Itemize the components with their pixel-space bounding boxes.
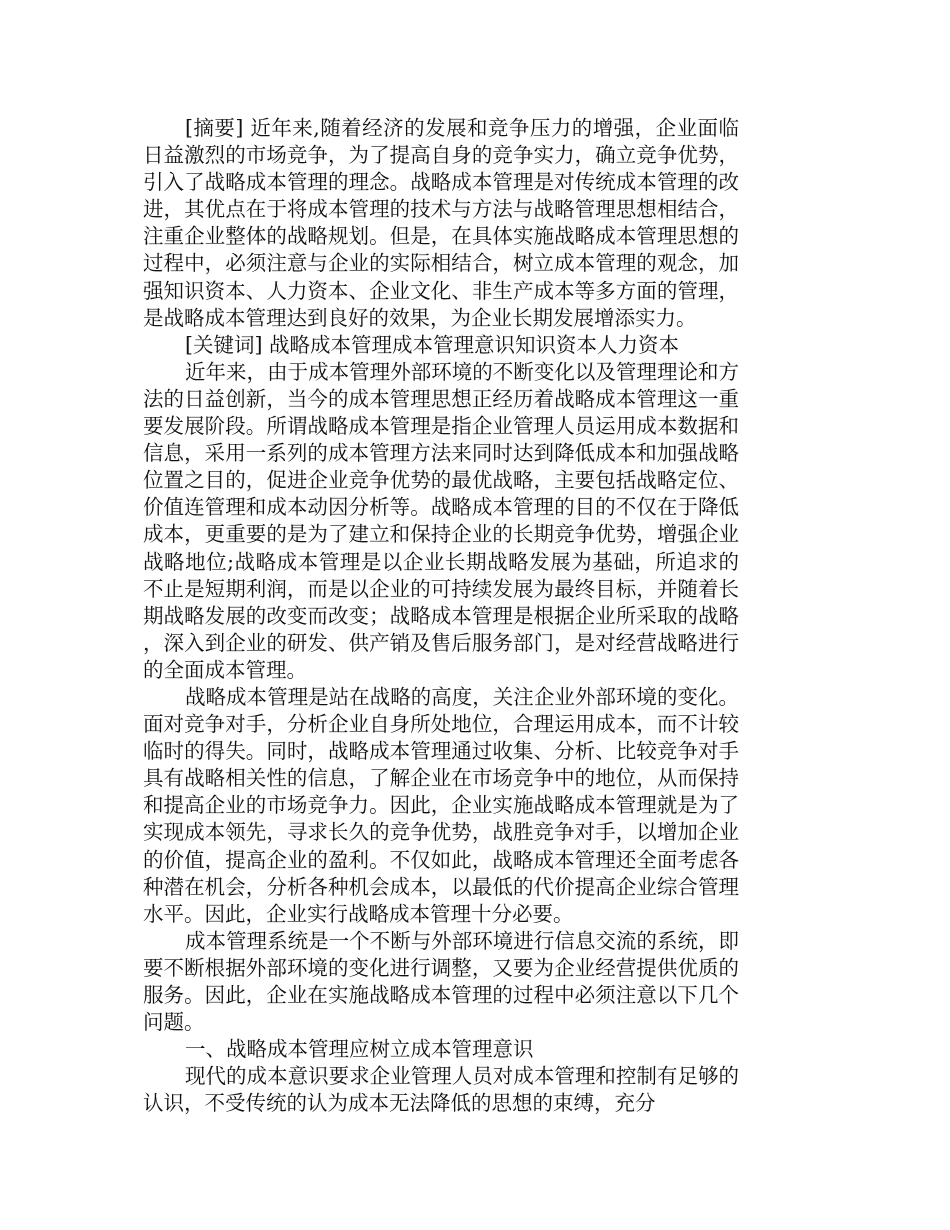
body-paragraph: 成本管理系统是一个不断与外部环境进行信息交流的系统，即要不断根据外部环境的变化进行调整，又要为企业经营提供优质的服务。因此，企业在实施战略成本管理的过程中必须注意以下几个问题。: [143, 928, 739, 1035]
body-paragraph: 战略成本管理是站在战略的高度，关注企业外部环境的变化。面对竞争对手，分析企业自身所处地位，合理运用成本，而不计较临时的得失。同时，战略成本管理通过收集、分析、比较竞争对手具有战略相关性的信息，了解企业在市场竞争中的地位，从而保持和提高企业的市场竞争力。因此，企业实施战略成本管理就是为了实现成本领先，寻求长久的竞争优势，战胜竞争对手，以增加企业的价值，提高企业的盈利。不仅如此，战略成本管理还全面考虑各种潜在机会，分析各种机会成本，以最低的代价提高企业综合管理水平。因此，企业实行战略成本管理十分必要。: [143, 684, 739, 926]
body-paragraph: 近年来，由于成本管理外部环境的不断变化以及管理理论和方法的日益创新，当今的成本管理思想正经历着战略成本管理这一重要发展阶段。所谓战略成本管理是指企业管理人员运用成本数据和信息，采用一系列的成本管理方法来同时达到降低成本和加强战略位置之目的，促进企业竞争优势的最优战略，主要包括战略定位、价值连管理和成本动因分析等。战略成本管理的目的不仅在于降低成本，更重要的是为了建立和保持企业的长期竞争优势，增强企业战略地位;战略成本管理是以企业长期战略发展为基础，所追求的不止是短期利润，而是以企业的可持续发展为最终目标，并随着长期战略发展的改变而改变；战略成本管理是根据企业所采取的战略，深入到企业的研发、供产销及售后服务部门，是对经营战略进行的全面成本管理。: [143, 359, 739, 682]
section-heading: 一、战略成本管理应树立成本管理意识: [185, 1037, 534, 1062]
abstract-paragraph: [摘要] 近年来,随着经济的发展和竞争压力的增强，企业面临日益激烈的市场竞争，为了提高自身的竞争实力，确立竞争优势，引入了战略成本管理的理念。战略成本管理是对传统成本管理的改进，其优点在于将成本管理的技术与方法与战略管理思想相结合，注重企业整体的战略规划。但是，在具体实施战略成本管理思想的过程中，必须注意与企业的实际相结合，树立成本管理的观念，加强知识资本、人力资本、企业文化、非生产成本等多方面的管理，是战略成本管理达到良好的效果，为企业长期发展增添实力。: [143, 116, 739, 330]
keywords-line: [关键词] 战略成本管理成本管理意识知识资本人力资本: [185, 332, 680, 357]
document-page: [143, 115, 739, 1117]
body-paragraph: 现代的成本意识要求企业管理人员对成本管理和控制有足够的认识，不受传统的认为成本无法降低的思想的束缚，充分: [143, 1064, 739, 1116]
